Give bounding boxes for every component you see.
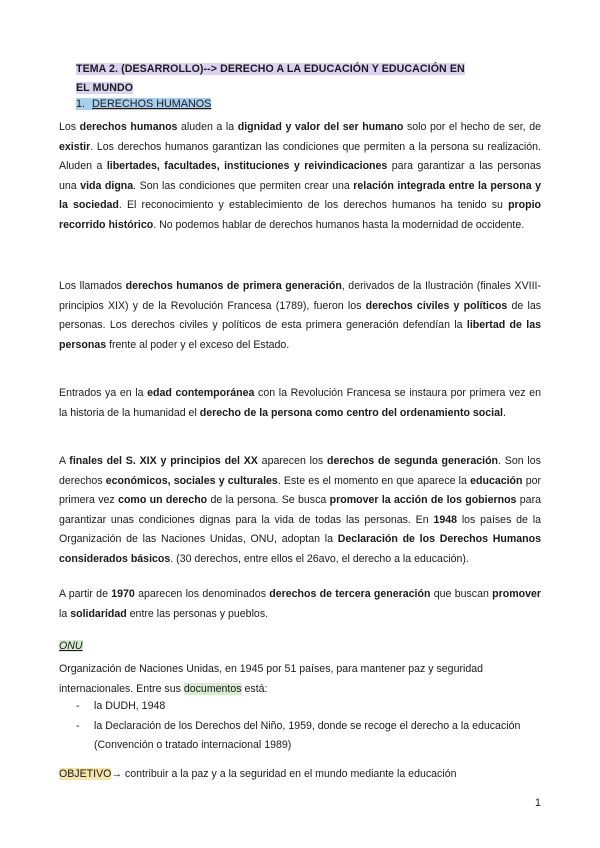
title-line-1: TEMA 2. (DESARROLLO)--> DERECHO A LA EDUCACIÓN Y EDUCACIÓN EN [76, 63, 465, 75]
paragraph-4: A finales del S. XIX y principios del XX aparecen los derechos de segunda generación. Son los derechos económicos, sociales y culturales. Este es el momento en que aparece la educación por primera vez como un derecho de la persona. Se busca promover la acción de los gobiernos para garantizar unas condiciones dignas para la vida de todas las personas. En 1948 los países de la Organización de las Naciones Unidas, ONU, adoptan la Declaración de los Derechos Humanos considerados básicos. (30 derechos, entre ellos el 26avo, el derecho a la educación). [59, 455, 542, 565]
page-number: 1 [535, 797, 541, 809]
paragraph-1: Los derechos humanos aluden a la dignidad y valor del ser humano solo por el hecho de ser, de existir. Los derechos humanos garantizan las condiciones que permiten a la persona su realización. Aluden a libertades, facultades, instituciones y reivindicaciones para garantizar a las personas una vida digna. Son las condiciones que permiten crear una relación integrada entre la persona y la sociedad. El reconocimiento y establecimiento de los derechos humanos ha tenido su propio recorrido histórico. No podemos hablar de derechos humanos hasta la modernidad de occidente. [59, 121, 542, 231]
documentos-highlight: documentos [183, 682, 242, 695]
page-title [76, 60, 536, 98]
objetivo-line: OBJETIVO→ contribuir a la paz y a la seguridad en el mundo mediante la educación [59, 768, 457, 780]
onu-heading: ONU [59, 640, 83, 652]
paragraph-2: Los llamados derechos humanos de primera generación, derivados de la Ilustración (finales XVIII-principios XIX) y de la Revolución Francesa (1789), fueron los derechos civiles y políticos de las personas. Los derechos civiles y políticos de esta primera generación defendían la libertad de las personas frente al poder y el exceso del Estado. [59, 280, 542, 351]
section-label: DERECHOS HUMANOS [92, 98, 212, 110]
onu-documents-list [76, 697, 546, 756]
section-number: 1. [76, 98, 86, 110]
paragraph-3: Entrados ya en la edad contemporánea con la Revolución Francesa se instaura por primera vez en la historia de la humanidad el derecho de la persona como centro del ordenamiento social. [59, 387, 541, 419]
onu-description: Organización de Naciones Unidas, en 1945 por 51 países, para mantener paz y seguridad internacionales. Entre sus documentos está: [59, 663, 484, 695]
list-item: - la Declaración de los Derechos del Niño, 1959, donde se recoge el derecho a la educación (Convención o tratado internacional 1989) [76, 717, 546, 756]
title-line-2: EL MUNDO [76, 82, 134, 94]
objetivo-label: OBJETIVO [59, 768, 112, 780]
list-item: - la DUDH, 1948 [76, 697, 546, 717]
section-heading [76, 97, 211, 112]
paragraph-5: A partir de 1970 aparecen los denominados derechos de tercera generación que buscan promover la solidaridad entre las personas y pueblos. [59, 588, 542, 620]
arrow-icon: → [111, 768, 122, 780]
